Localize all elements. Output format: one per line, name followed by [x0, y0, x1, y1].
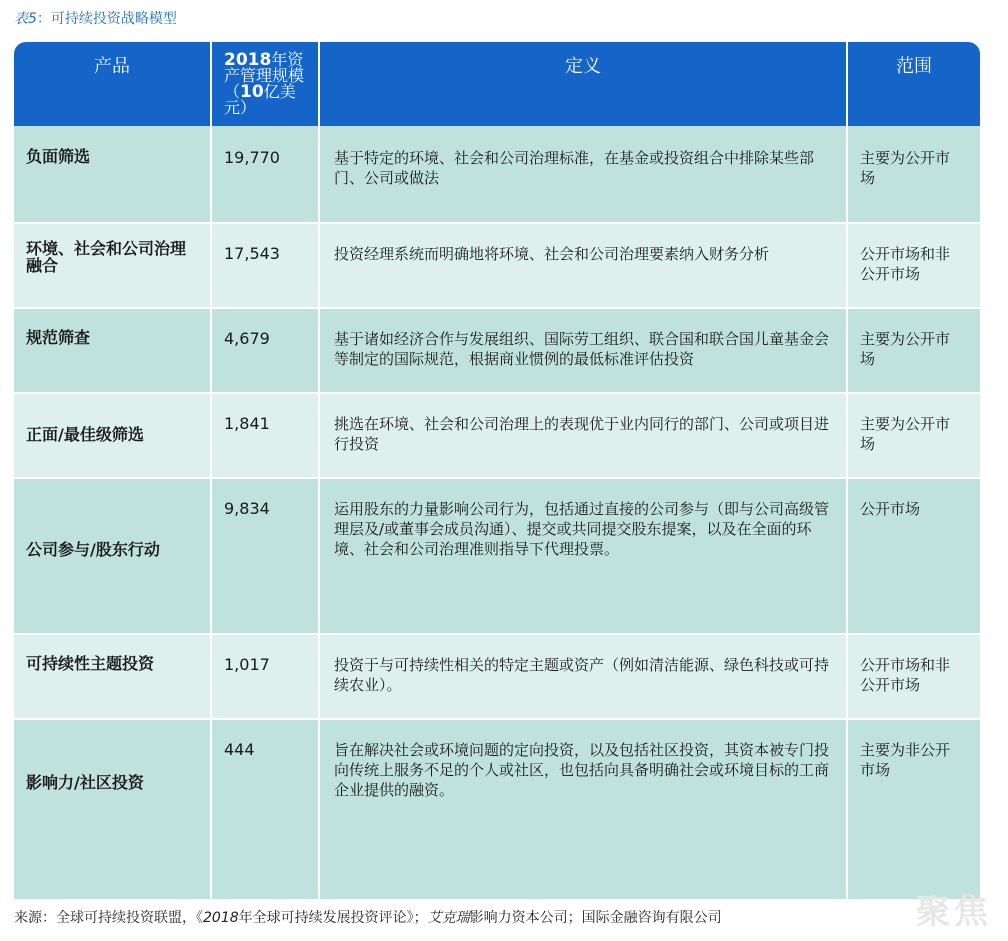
cell-aum: 4,679 — [224, 329, 270, 348]
source-note: 来源：全球可持续投资联盟，《2018年全球可持续发展投资评论》；艾克瑞影响力资本公司；国际金融咨询有限公司 — [14, 910, 722, 926]
table-caption — [14, 8, 177, 28]
header-definition: 定义 — [565, 56, 601, 77]
cell-scope: 主要为公开市场 — [860, 330, 951, 368]
cell-aum: 17,543 — [224, 244, 280, 263]
header-aum — [212, 42, 318, 126]
cell-scope: 主要为非公开市场 — [860, 741, 951, 779]
header-aum-suffix: 亿美元） — [224, 82, 296, 117]
cell-definition: 基于诸如经济合作与发展组织、国际劳工组织、联合国和联合国儿童基金会等制定的国际规范，根据商业惯例的最低标准评估投资 — [334, 330, 830, 368]
cell-scope: 主要为公开市场 — [860, 149, 951, 187]
cell-aum: 1,841 — [224, 414, 270, 433]
cell-definition: 基于特定的环境、社会和公司治理标准，在基金或投资组合中排除某些部门、公司或做法 — [334, 149, 815, 187]
header-aum-bold: 10 — [240, 82, 264, 102]
cell-scope: 主要为公开市场 — [860, 415, 951, 453]
cell-scope: 公开市场和非公开市场 — [860, 245, 951, 283]
cell-aum: 9,834 — [224, 499, 270, 518]
cell-definition: 投资经理系统而明确地将环境、社会和公司治理要素纳入财务分析 — [334, 245, 770, 263]
cell-product: 影响力/社区投资 — [26, 773, 144, 792]
table-row — [14, 222, 980, 307]
table-row — [14, 392, 980, 477]
cell-definition: 投资于与可持续性相关的特定主题或资产（例如清洁能源、绿色科技或可持续农业）。 — [334, 656, 830, 694]
cell-product: 可持续性主题投资 — [26, 654, 155, 673]
cell-product: 环境、社会和公司治理融合 — [26, 239, 187, 275]
cell-product: 正面/最佳级筛选 — [26, 425, 144, 444]
table-row — [14, 718, 980, 899]
cell-product: 公司参与/股东行动 — [26, 540, 160, 559]
cell-definition: 运用股东的力量影响公司行为，包括通过直接的公司参与（即与公司高级管理层及/或董事会成员沟通）、提交或共同提交股东提案，以及在全面的环境、社会和公司治理准则指导下代理投票。 — [334, 500, 830, 558]
cell-definition: 旨在解决社会或环境问题的定向投资，以及包括社区投资，其资本被专门投向传统上服务不足的个人或社区，也包括向具备明确社会或环境目标的工商企业提供的融资。 — [334, 741, 830, 799]
header-product: 产品 — [94, 56, 130, 77]
table-header — [14, 42, 980, 126]
watermark-logo: 聚焦 — [916, 892, 992, 932]
cell-product: 规范筛查 — [26, 328, 91, 347]
cell-aum: 19,770 — [224, 148, 280, 167]
cell-definition: 挑选在环境、社会和公司治理上的表现优于业内同行的部门、公司或项目进行投资 — [334, 415, 830, 453]
cell-aum: 444 — [224, 740, 255, 759]
table-row — [14, 307, 980, 392]
caption-label: 表5 — [14, 11, 37, 27]
cell-product: 负面筛选 — [26, 147, 91, 166]
table-row — [14, 477, 980, 633]
cell-scope: 公开市场 — [860, 500, 921, 518]
header-scope: 范围 — [896, 56, 932, 77]
strategy-table — [14, 42, 980, 899]
header-aum-text: 年资产管理规模（ — [224, 50, 305, 101]
cell-aum: 1,017 — [224, 655, 270, 674]
caption-text: ：可持续投资战略模型 — [36, 11, 177, 27]
header-aum-year: 2018 — [224, 50, 272, 70]
table-row — [14, 633, 980, 718]
cell-scope: 公开市场和非公开市场 — [860, 656, 951, 694]
table-row — [14, 126, 980, 222]
